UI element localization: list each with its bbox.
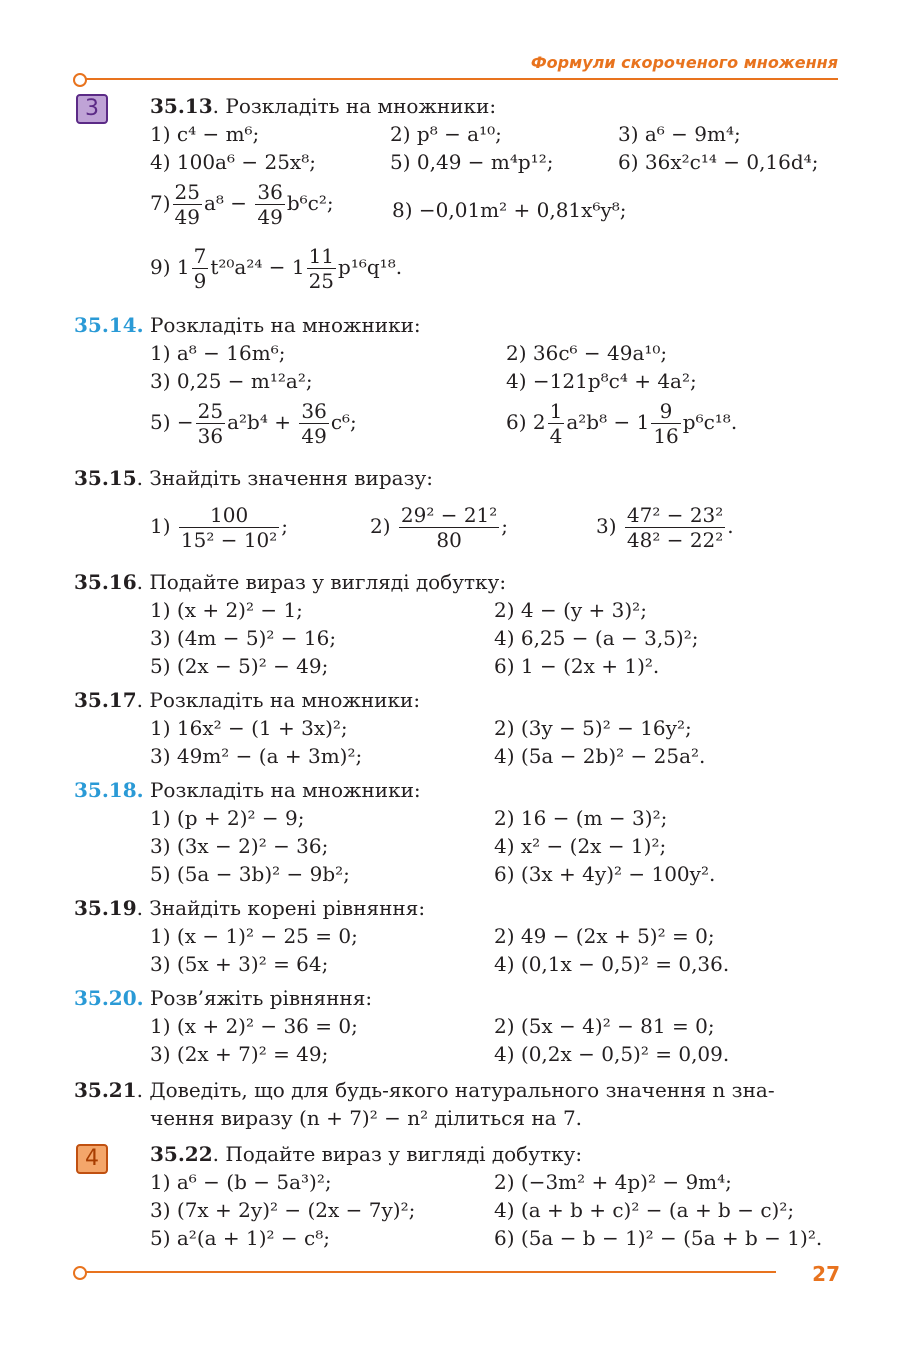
- p14-item-4: 4) −121p⁸c⁴ + 4a²;: [506, 369, 697, 393]
- page-number: 27: [812, 1262, 840, 1286]
- p14-item-2: 2) 36c⁶ − 49a¹⁰;: [506, 341, 668, 365]
- p13-item-1: 1) c⁴ − m⁶;: [150, 122, 260, 146]
- problem-35-15-heading: [74, 464, 433, 492]
- p13-item-2: 2) p⁸ − a¹⁰;: [390, 122, 502, 146]
- p22-item-3: 3) (7x + 2y)² − (2x − 7y)²;: [150, 1198, 416, 1222]
- problem-number: 35.18.: [74, 778, 144, 802]
- level-3-badge: 3: [76, 94, 108, 124]
- p19-item-2: 2) 49 − (2x + 5)² = 0;: [494, 924, 715, 948]
- footer-rule-ring: [73, 1266, 87, 1280]
- problem-number: 35.13: [150, 94, 213, 118]
- p18-item-5: 5) (5a − 3b)² − 9b²;: [150, 862, 350, 886]
- problem-35-17-heading: [74, 686, 420, 714]
- p19-item-1: 1) (x − 1)² − 25 = 0;: [150, 924, 358, 948]
- p18-item-4: 4) x² − (2x − 1)²;: [494, 834, 667, 858]
- problem-number: 35.19: [74, 896, 137, 920]
- p13-item-4: 4) 100a⁶ − 25x⁸;: [150, 150, 316, 174]
- problem-35-22-heading: [150, 1140, 582, 1168]
- p16-item-5: 5) (2x − 5)² − 49;: [150, 654, 329, 678]
- problem-35-13-heading: [150, 92, 496, 120]
- problem-text: Розкладіть на множники:: [143, 778, 421, 802]
- p18-item-1: 1) (p + 2)² − 9;: [150, 806, 305, 830]
- p17-item-1: 1) 16x² − (1 + 3x)²;: [150, 716, 348, 740]
- p13-item-9: 9) 1 $\frac{7}{9}$ t²⁰a²⁴ − 1 $\frac{11}{25}$ p¹⁶q¹⁸.: [150, 244, 403, 293]
- p17-item-2: 2) (3y − 5)² − 16y²;: [494, 716, 692, 740]
- p21-text-continuation: чення виразу (n + 7)² − n² ділиться на 7.: [150, 1106, 583, 1130]
- problem-35-18-heading: [74, 776, 421, 804]
- p14-item-6: 6) 2 $\frac{1}{4}$ a²b⁸ − 1 $\frac{9}{16}$ p⁶c¹⁸.: [506, 399, 738, 448]
- p18-item-2: 2) 16 − (m − 3)²;: [494, 806, 668, 830]
- problem-number: 35.20.: [74, 986, 144, 1010]
- p16-item-6: 6) 1 − (2x + 1)².: [494, 654, 660, 678]
- problem-text: . Доведіть, що для будь-якого натурального значення n зна-: [136, 1078, 775, 1102]
- p17-item-4: 4) (5a − 2b)² − 25a².: [494, 744, 706, 768]
- header-rule: [86, 78, 838, 80]
- problem-text: Розкладіть на множники:: [143, 313, 421, 337]
- chapter-title: Формули скороченого множення: [530, 53, 838, 72]
- p22-item-4: 4) (a + b + c)² − (a + b − c)²;: [494, 1198, 795, 1222]
- footer-rule: [86, 1271, 776, 1273]
- p13-item-6: 6) 36x²c¹⁴ − 0,16d⁴;: [618, 150, 819, 174]
- p13-item-5: 5) 0,49 − m⁴p¹²;: [390, 150, 554, 174]
- p16-item-4: 4) 6,25 − (a − 3,5)²;: [494, 626, 699, 650]
- problem-35-20-heading: [74, 984, 372, 1012]
- p13-item-7: 7) $\frac{25}{49}$ a⁸ − $\frac{36}{49}$ b⁶c²;: [150, 180, 334, 229]
- problem-text: Розв’яжіть рівняння:: [143, 986, 373, 1010]
- p20-item-3: 3) (2x + 7)² = 49;: [150, 1042, 329, 1066]
- p16-item-1: 1) (x + 2)² − 1;: [150, 598, 303, 622]
- problem-35-19-heading: [74, 894, 425, 922]
- problem-number: 35.16: [74, 570, 137, 594]
- p14-item-5: 5) − $\frac{25}{36}$ a²b⁴ + $\frac{36}{49}$ c⁶;: [150, 399, 357, 448]
- p19-item-3: 3) (5x + 3)² = 64;: [150, 952, 329, 976]
- problem-35-14-heading: [74, 311, 421, 339]
- p16-item-3: 3) (4m − 5)² − 16;: [150, 626, 337, 650]
- p13-item-3: 3) a⁶ − 9m⁴;: [618, 122, 741, 146]
- p19-item-4: 4) (0,1x − 0,5)² = 0,36.: [494, 952, 730, 976]
- p18-item-3: 3) (3x − 2)² − 36;: [150, 834, 329, 858]
- p22-item-6: 6) (5a − b − 1)² − (5a + b − 1)².: [494, 1226, 823, 1250]
- p20-item-1: 1) (x + 2)² − 36 = 0;: [150, 1014, 358, 1038]
- problem-text: . Подайте вираз у вигляді добутку:: [136, 570, 507, 594]
- p22-item-2: 2) (−3m² + 4p)² − 9m⁴;: [494, 1170, 732, 1194]
- p15-item-2: 2) $\frac{\text{29² − 21²}}{80}$ ;: [370, 503, 509, 552]
- problem-number: 35.14.: [74, 313, 144, 337]
- p14-item-3: 3) 0,25 − m¹²a²;: [150, 369, 313, 393]
- problem-text: . Розкладіть на множники:: [136, 688, 421, 712]
- problem-text: . Подайте вираз у вигляді добутку:: [212, 1142, 583, 1166]
- p17-item-3: 3) 49m² − (a + 3m)²;: [150, 744, 363, 768]
- p13-item-8: 8) −0,01m² + 0,81x⁶y⁸;: [392, 198, 627, 222]
- p20-item-2: 2) (5x − 4)² − 81 = 0;: [494, 1014, 715, 1038]
- p15-item-1: 1) $\frac{100}{\text{15² − 10²}}$ ;: [150, 503, 289, 552]
- p18-item-6: 6) (3x + 4y)² − 100y².: [494, 862, 716, 886]
- p16-item-2: 2) 4 − (y + 3)²;: [494, 598, 647, 622]
- problem-text: . Знайдіть значення виразу:: [136, 466, 434, 490]
- p22-item-1: 1) a⁶ − (b − 5a³)²;: [150, 1170, 332, 1194]
- header-rule-ring: [73, 73, 87, 87]
- p20-item-4: 4) (0,2x − 0,5)² = 0,09.: [494, 1042, 730, 1066]
- problem-number: 35.21: [74, 1078, 137, 1102]
- problem-35-21-heading: [74, 1076, 775, 1104]
- problem-number: 35.17: [74, 688, 137, 712]
- p14-item-1: 1) a⁸ − 16m⁶;: [150, 341, 286, 365]
- problem-number: 35.15: [74, 466, 137, 490]
- p22-item-5: 5) a²(a + 1)² − c⁸;: [150, 1226, 330, 1250]
- p15-item-3: 3) $\frac{\text{47² − 23²}}{\text{48² − 22²}}$ .: [596, 503, 734, 552]
- level-4-badge: 4: [76, 1144, 108, 1174]
- problem-text: . Розкладіть на множники:: [212, 94, 497, 118]
- problem-35-16-heading: [74, 568, 506, 596]
- problem-text: . Знайдіть корені рівняння:: [136, 896, 426, 920]
- problem-number: 35.22: [150, 1142, 213, 1166]
